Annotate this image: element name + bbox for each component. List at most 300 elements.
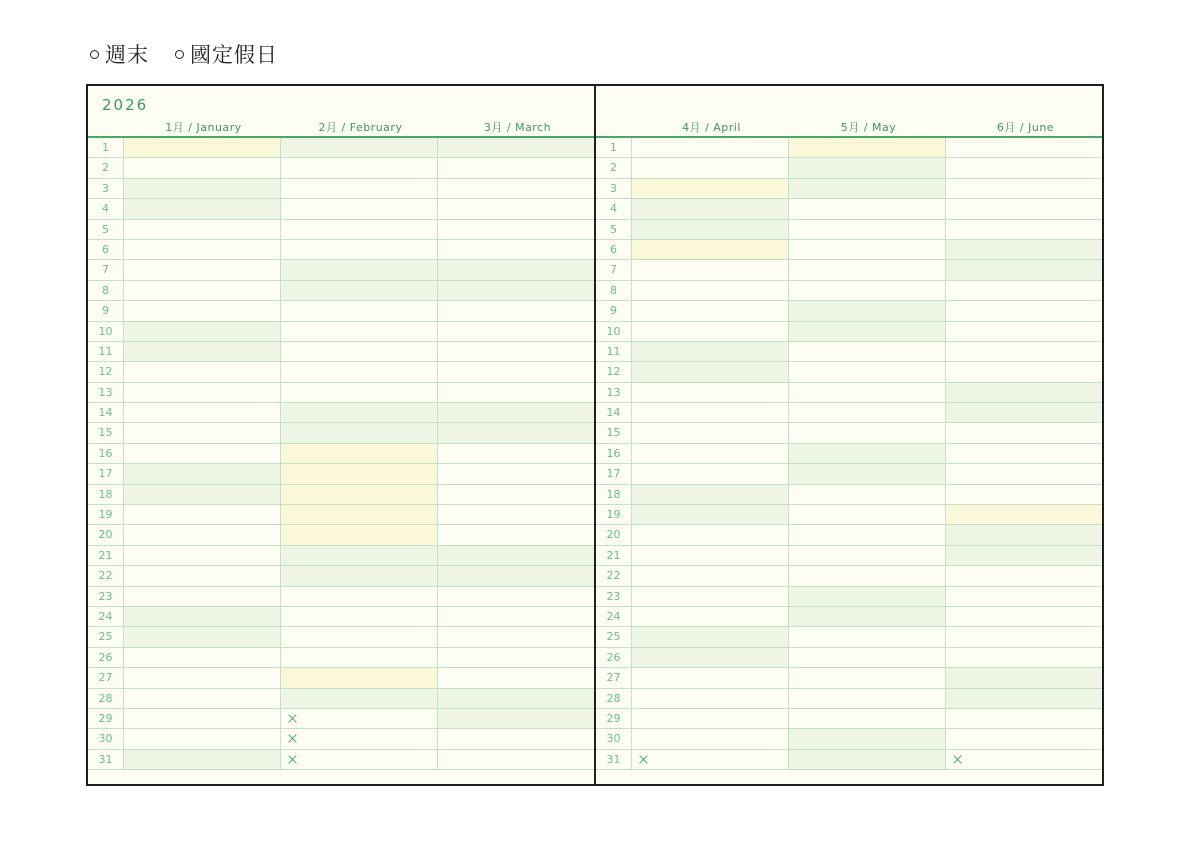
day-cell[interactable] [632,689,789,708]
day-cell[interactable] [124,158,281,177]
day-number: 9 [596,301,632,320]
calendar-panel-left [86,84,596,786]
day-number: 14 [88,403,124,422]
day-cell[interactable] [438,464,594,483]
day-row [596,179,1102,199]
day-number: 1 [88,138,124,157]
invalid-date-x-icon[interactable] [946,750,1102,769]
day-row [88,322,594,342]
day-cell[interactable] [281,423,438,442]
day-cell[interactable] [281,668,438,687]
day-cell[interactable] [438,322,594,341]
day-cell[interactable] [946,240,1102,259]
day-cell[interactable] [438,505,594,524]
day-cell[interactable] [946,220,1102,239]
day-cell[interactable] [632,220,789,239]
day-cell[interactable] [438,444,594,463]
invalid-date-x-icon[interactable] [281,750,438,769]
day-cell[interactable] [789,260,946,279]
day-cell[interactable] [946,627,1102,646]
day-cell[interactable] [789,566,946,585]
day-number: 24 [88,607,124,626]
day-row [596,709,1102,729]
day-cell[interactable] [789,485,946,504]
day-number: 3 [596,179,632,198]
day-cell[interactable] [281,525,438,544]
day-row [596,566,1102,586]
day-cell[interactable] [281,179,438,198]
day-cell[interactable] [124,505,281,524]
day-cell[interactable] [124,566,281,585]
day-cell[interactable] [281,383,438,402]
day-cell[interactable] [789,505,946,524]
day-cell[interactable] [438,158,594,177]
day-row [88,301,594,321]
day-cell[interactable] [946,709,1102,728]
day-number: 4 [88,199,124,218]
day-cell[interactable] [124,607,281,626]
day-row [88,607,594,627]
day-cell[interactable] [281,281,438,300]
day-cell[interactable] [438,689,594,708]
day-cell[interactable] [438,485,594,504]
calendar-panel-right [594,84,1104,786]
day-row [596,158,1102,178]
day-cell[interactable] [946,587,1102,606]
day-cell[interactable] [946,485,1102,504]
month-header: 4月 / April [682,121,741,134]
day-number: 1 [596,138,632,157]
day-cell[interactable] [632,322,789,341]
day-cell[interactable] [789,444,946,463]
day-cell[interactable] [632,403,789,422]
day-cell[interactable] [281,138,438,157]
day-cell[interactable] [438,525,594,544]
day-cell[interactable] [632,709,789,728]
day-number: 2 [88,158,124,177]
day-cell[interactable] [789,383,946,402]
day-number: 5 [596,220,632,239]
day-number: 19 [88,505,124,524]
day-cell[interactable] [438,750,594,769]
day-cell[interactable] [632,281,789,300]
day-cell[interactable] [789,648,946,667]
day-cell[interactable] [124,525,281,544]
day-cell[interactable] [281,689,438,708]
day-cell[interactable] [438,301,594,320]
day-cell[interactable] [946,729,1102,748]
day-cell[interactable] [281,301,438,320]
day-cell[interactable] [438,546,594,565]
day-cell[interactable] [789,729,946,748]
day-row [88,199,594,219]
day-cell[interactable] [789,281,946,300]
day-cell[interactable] [124,423,281,442]
day-cell[interactable] [438,199,594,218]
day-number: 16 [596,444,632,463]
day-number: 18 [596,485,632,504]
day-cell[interactable] [438,362,594,381]
day-cell[interactable] [281,587,438,606]
day-number: 31 [596,750,632,769]
day-cell[interactable] [789,240,946,259]
day-row [596,301,1102,321]
day-number: 29 [88,709,124,728]
legend-item-weekend [90,39,149,69]
day-cell[interactable] [946,260,1102,279]
day-cell[interactable] [281,648,438,667]
day-number: 11 [596,342,632,361]
day-cell[interactable] [789,587,946,606]
day-cell[interactable] [946,403,1102,422]
day-cell[interactable] [124,383,281,402]
day-row [88,464,594,484]
day-cell[interactable] [789,525,946,544]
day-row [88,505,594,525]
day-cell[interactable] [789,689,946,708]
day-cell[interactable] [124,444,281,463]
day-cell[interactable] [789,158,946,177]
day-cell[interactable] [124,220,281,239]
day-cell[interactable] [124,281,281,300]
day-cell[interactable] [438,627,594,646]
legend-holiday-label: 國定假日 [190,43,278,67]
day-cell[interactable] [789,403,946,422]
day-cell[interactable] [438,383,594,402]
day-row [88,444,594,464]
day-cell[interactable] [946,607,1102,626]
day-cell[interactable] [124,464,281,483]
day-cell[interactable] [124,729,281,748]
day-number: 3 [88,179,124,198]
day-cell[interactable] [789,199,946,218]
day-cell[interactable] [438,648,594,667]
day-row [596,342,1102,362]
day-cell[interactable] [124,403,281,422]
day-row [88,342,594,362]
day-number: 28 [88,689,124,708]
day-number: 14 [596,403,632,422]
day-row [88,362,594,382]
day-row [596,423,1102,443]
day-cell[interactable] [632,423,789,442]
day-cell[interactable] [438,240,594,259]
day-cell[interactable] [789,220,946,239]
day-cell[interactable] [632,648,789,667]
day-row [88,220,594,240]
day-cell[interactable] [281,403,438,422]
day-row [596,220,1102,240]
day-cell[interactable] [946,281,1102,300]
day-number: 28 [596,689,632,708]
day-number: 21 [596,546,632,565]
day-cell[interactable] [438,220,594,239]
day-row [88,729,594,749]
day-cell[interactable] [438,179,594,198]
day-cell[interactable] [632,525,789,544]
day-cell[interactable] [946,362,1102,381]
day-cell[interactable] [281,322,438,341]
day-number: 25 [596,627,632,646]
day-row [596,240,1102,260]
day-number: 30 [88,729,124,748]
day-cell[interactable] [632,485,789,504]
day-cell[interactable] [632,444,789,463]
day-cell[interactable] [124,587,281,606]
day-cell[interactable] [789,322,946,341]
day-cell[interactable] [789,342,946,361]
day-cell[interactable] [946,301,1102,320]
day-number: 27 [596,668,632,687]
day-cell[interactable] [281,260,438,279]
day-number: 30 [596,729,632,748]
day-number: 23 [596,587,632,606]
day-cell[interactable] [281,607,438,626]
day-cell[interactable] [632,627,789,646]
month-header: 6月 / June [996,121,1055,134]
day-row [596,444,1102,464]
day-cell[interactable] [632,260,789,279]
day-cell[interactable] [124,750,281,769]
day-row [88,648,594,668]
day-cell[interactable] [281,627,438,646]
day-number: 10 [596,322,632,341]
day-cell[interactable] [946,525,1102,544]
day-cell[interactable] [281,158,438,177]
day-cell[interactable] [124,199,281,218]
day-number: 26 [88,648,124,667]
day-cell[interactable] [946,566,1102,585]
day-cell[interactable] [124,709,281,728]
day-cell[interactable] [438,403,594,422]
day-row [88,750,594,770]
day-cell[interactable] [789,423,946,442]
day-cell[interactable] [632,546,789,565]
invalid-date-x-icon[interactable] [281,729,438,748]
day-number: 15 [596,423,632,442]
day-number: 17 [88,464,124,483]
day-cell[interactable] [632,199,789,218]
day-cell[interactable] [281,505,438,524]
day-cell[interactable] [632,505,789,524]
invalid-date-x-icon[interactable] [632,750,789,769]
day-cell[interactable] [946,199,1102,218]
day-cell[interactable] [946,546,1102,565]
day-cell[interactable] [946,648,1102,667]
day-row [596,729,1102,749]
day-number: 11 [88,342,124,361]
day-row [88,138,594,158]
legend-weekend-label: 週末 [105,43,149,67]
day-cell[interactable] [124,301,281,320]
day-number: 8 [596,281,632,300]
day-cell[interactable] [438,281,594,300]
day-cell[interactable] [632,607,789,626]
day-number: 18 [88,485,124,504]
day-cell[interactable] [632,383,789,402]
day-number: 12 [596,362,632,381]
day-cell[interactable] [632,301,789,320]
day-cell[interactable] [946,179,1102,198]
legend [90,38,304,70]
day-row [596,587,1102,607]
day-cell[interactable] [632,587,789,606]
day-number: 25 [88,627,124,646]
day-row [88,587,594,607]
day-cell[interactable] [789,750,946,769]
day-cell[interactable] [632,362,789,381]
day-cell[interactable] [632,138,789,157]
day-cell[interactable] [124,689,281,708]
day-cell[interactable] [124,138,281,157]
day-cell[interactable] [281,444,438,463]
day-number: 6 [596,240,632,259]
day-cell[interactable] [946,138,1102,157]
day-number: 31 [88,750,124,769]
day-cell[interactable] [946,383,1102,402]
day-cell[interactable] [789,362,946,381]
day-cell[interactable] [946,464,1102,483]
day-row [88,281,594,301]
day-cell[interactable] [789,546,946,565]
day-cell[interactable] [438,729,594,748]
day-cell[interactable] [789,627,946,646]
day-cell[interactable] [789,138,946,157]
day-cell[interactable] [124,179,281,198]
day-cell[interactable] [438,587,594,606]
day-cell[interactable] [632,464,789,483]
day-row [88,383,594,403]
day-cell[interactable] [438,342,594,361]
day-number: 4 [596,199,632,218]
day-number: 16 [88,444,124,463]
day-cell[interactable] [281,220,438,239]
day-row [88,668,594,688]
day-cell[interactable] [789,709,946,728]
day-cell[interactable] [789,607,946,626]
invalid-date-x-icon[interactable] [281,709,438,728]
day-cell[interactable] [946,322,1102,341]
day-cell[interactable] [632,566,789,585]
day-cell[interactable] [789,668,946,687]
day-row [596,607,1102,627]
day-number: 17 [596,464,632,483]
month-header: 3月 / March [483,121,552,134]
day-number: 5 [88,220,124,239]
day-cell[interactable] [946,689,1102,708]
day-cell[interactable] [124,240,281,259]
month-header: 1月 / January [165,121,242,134]
day-cell[interactable] [438,607,594,626]
day-number: 6 [88,240,124,259]
day-cell[interactable] [789,301,946,320]
day-cell[interactable] [438,709,594,728]
day-row [596,199,1102,219]
day-row [596,322,1102,342]
day-cell[interactable] [946,423,1102,442]
day-cell[interactable] [124,627,281,646]
day-cell[interactable] [438,423,594,442]
day-row [88,546,594,566]
day-number: 23 [88,587,124,606]
day-cell[interactable] [632,240,789,259]
day-cell[interactable] [124,362,281,381]
day-number: 29 [596,709,632,728]
day-cell[interactable] [124,648,281,667]
day-cell[interactable] [632,342,789,361]
day-cell[interactable] [281,485,438,504]
day-number: 2 [596,158,632,177]
day-number: 26 [596,648,632,667]
day-number: 7 [596,260,632,279]
day-cell[interactable] [124,342,281,361]
year-label: 2026 [102,96,149,114]
day-cell[interactable] [281,464,438,483]
day-cell[interactable] [946,444,1102,463]
day-cell[interactable] [438,668,594,687]
day-row [596,362,1102,382]
day-cell[interactable] [281,240,438,259]
day-cell[interactable] [632,158,789,177]
day-number: 19 [596,505,632,524]
day-cell[interactable] [124,485,281,504]
day-cell[interactable] [789,464,946,483]
legend-item-holiday [175,39,278,69]
day-cell[interactable] [946,342,1102,361]
day-number: 15 [88,423,124,442]
day-cell[interactable] [281,199,438,218]
day-row [88,158,594,178]
day-number: 22 [88,566,124,585]
day-cell[interactable] [632,729,789,748]
day-cell[interactable] [632,668,789,687]
day-cell[interactable] [632,179,789,198]
day-cell[interactable] [438,138,594,157]
day-cell[interactable] [281,566,438,585]
day-cell[interactable] [124,546,281,565]
day-cell[interactable] [438,566,594,585]
day-row [596,505,1102,525]
day-cell[interactable] [946,668,1102,687]
day-cell[interactable] [281,342,438,361]
day-row [88,627,594,647]
day-row [88,240,594,260]
day-grid [88,138,594,770]
day-cell[interactable] [946,158,1102,177]
day-grid [596,138,1102,770]
day-cell[interactable] [124,668,281,687]
day-row [88,525,594,545]
day-number: 10 [88,322,124,341]
day-row [596,138,1102,158]
day-cell[interactable] [281,362,438,381]
day-cell[interactable] [124,260,281,279]
day-cell[interactable] [438,260,594,279]
day-number: 8 [88,281,124,300]
day-row [596,403,1102,423]
day-cell[interactable] [124,322,281,341]
day-number: 22 [596,566,632,585]
day-cell[interactable] [946,505,1102,524]
day-number: 20 [596,525,632,544]
day-row [596,485,1102,505]
day-number: 13 [88,383,124,402]
day-row [596,525,1102,545]
day-cell[interactable] [281,546,438,565]
day-row [88,260,594,280]
day-row [596,260,1102,280]
day-cell[interactable] [789,179,946,198]
